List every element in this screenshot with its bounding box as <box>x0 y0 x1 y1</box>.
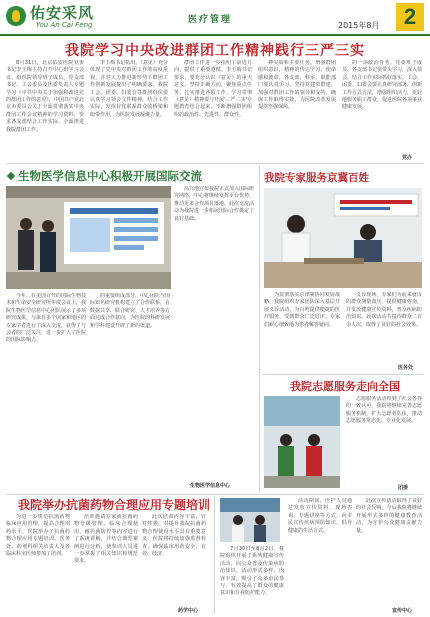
article4-credit: 团委 <box>398 485 409 491</box>
article5-col2-text: 培训邀请专家就抗菌药物分级管理、临床合理使用、耐药菌防控等内容进行了系统讲解，并结合典型案例进行分析，使参训人员进一步掌握了相关知识和规范要求。 <box>74 514 138 565</box>
article2-col3-text: 高兴地宣布我院正式加入国际研究网络，中心将继续发挥平台优势，推动更多合作项目落地。此次交流活动为我院进一步拓展国际合作奠定了良好基础。 <box>174 186 254 222</box>
article6-col2 <box>288 498 352 610</box>
article6-col1 <box>220 546 284 612</box>
clinic-photo <box>264 188 422 288</box>
article5-title: 我院举办抗菌药物合理应用专题培训 <box>18 498 211 512</box>
logo-title: 佑安采风 <box>30 4 95 22</box>
event-photo-image <box>220 498 280 542</box>
article5-col1-text: 为进一步规范抗菌药物临床应用管理，提高合理用药水平，医院举办了抗菌药物合理应用专题培训。医务处、药剂科相关负责人及各临床科室医师参加了培训。 <box>6 514 70 558</box>
divider <box>6 163 424 164</box>
article6-col2-text: 活动期间，医护人员通过发放宣传资料、现场咨询、专题讲座等方式，向市民宣传疾病预防知识，倡导健康的生活方式。 <box>288 498 352 534</box>
article1-credit: 党办 <box>402 155 413 161</box>
article1-col4-text: 神实质和主要任务。增强群团组织意识，精神的传达学习，使命感和使命，各支部、科室、职能部门要认真学习，坚持党建带群建，加强对群团工作的领导和支持，确保工作取得实效，为医院改革发展提供坚强保障。 <box>258 60 336 111</box>
article3-col1 <box>264 292 340 370</box>
article2-col1-text: 今年，在美国召开的国际生物技术和生命安全研究所年度会议上，我院生物医学信息中心团队展示了多项研究成果，与来自多个国家和地区的专家学者进行了深入交流，获得了与会者的广泛关注，进一步扩大了医院的国际影响力。 <box>6 293 86 344</box>
article4-col2 <box>346 396 422 482</box>
article1-col3-text: 群团工作进一步指明了前进方向，提供了重要遵循。李玉梅书记要求，要充分认识《意见》的重大意义，坚持正确方向，聚焦重点任务，扎实推进各项工作。学习贯彻《意见》精神要与开展'三严三实'专题教育结合起来，不断增强群团组织的政治性、先进性、群众性。 <box>174 60 252 118</box>
article1-title: 我院学习中央改进群团工作精神践行三严三实 <box>65 43 365 59</box>
masthead <box>0 0 430 36</box>
article1-col2 <box>90 60 168 160</box>
issue-date: 2015年8月 <box>338 21 380 30</box>
divider <box>262 374 424 375</box>
article5-credit: 药学中心 <box>178 608 199 614</box>
article3-credit: 医务处 <box>398 365 414 371</box>
article3-title: 我院专家服务京冀百姓 <box>264 172 369 184</box>
article5-col2 <box>74 514 138 610</box>
conference-photo-image <box>6 186 171 289</box>
article2-col2-text: 的重要组成部分。中心团队与国际知名研究机构建立了合作联系，在数据共享、联合研究、人才培养等方面达成合作意向，为医院的科研发展和学科建设开辟了新的渠道。 <box>90 293 170 329</box>
article1-col1-text: 8月31日，北京佑安医院党委书记李玉梅主持召开中心组学习会议，组织院领导班子成员、党支部书记、工会委员及团委负责人专题学习《中共中央关于加强和改进党的群团工作的意见》、中国共产党北京市委员会关于全面贯彻落实中央群团工作会议精神的学习资料，要求各支部结合工作实际，全面推进我院群团工作。 <box>6 60 84 133</box>
page-number: 2 <box>396 3 424 31</box>
article3-col1-text: 为贯彻落实京津冀协同发展战略，我院组织专家团队深入基层开展义诊活动，为百姓提供便捷的医疗服务，受到群众广泛好评。专家们耐心细致地为患者解答疑问。 <box>264 292 340 328</box>
article5-col3-text: 此次培训内容丰富、针对性强，对提升我院抗菌药物合理使用水平具有重要意义。医院将持续加强监督检查，确保临床用药安全、有效、经济。 <box>142 514 206 558</box>
divider <box>6 494 424 495</box>
article1-col5-text: 的一项政治任务。党委班子成员、各支部书记要带头学习，深入领会，结合工作实际抓好落实。工会、团委、妇委会要认真研究部署，创新工作方式方法，增强组织活力，更好地服务职工群众，促进医院各项事业健康发展。 <box>342 60 422 111</box>
article6-col3 <box>356 498 422 604</box>
logo-icon <box>6 6 26 26</box>
column-divider <box>259 165 260 492</box>
article6-col3-text: 此次宣传活动取得了良好的社会反响，今后我院将继续开展形式多样的健康教育活动，为守护公众健康贡献力量。 <box>356 498 422 534</box>
article3-col2 <box>346 292 422 362</box>
article1-col1 <box>6 60 84 160</box>
volunteer-photo <box>264 396 340 488</box>
conference-photo <box>6 186 171 289</box>
section-name: 医疗管理 <box>188 15 233 25</box>
article1-col2-text: 李玉梅书记指出，《意见》充分体现了党中央对群团工作的高度重视，并对大力推进新形势下群团工作创新发展提出了明确要求。我院工会、团委、妇委会等群团组织要认真学习领会文件精神，结合工作实际，发挥好党联系群众的桥梁和纽带作用，为医院发展凝聚力量。 <box>90 60 168 118</box>
column-divider <box>214 496 215 614</box>
article3-col2-text: 义诊现场，专家们为前来就诊的群众测量血压、提供健康咨询，并发放健康宣传资料，普及疾病防治知识。此次活动共接待群众二百余人次，取得了良好的社会效果。 <box>346 292 422 328</box>
article2-title: 生物医学信息中心积极开展国际交流 <box>18 169 202 183</box>
article6-col1-text: 7月30日至8月2日，我院组织开展了系列健康宣传活动，向公众普及传染病防治知识。活动形式多样、内容丰富，吸引了众多市民参与，有效提高了群众的健康意识和自我防护能力。 <box>220 546 284 597</box>
article1-col4 <box>258 60 336 160</box>
article1-col3 <box>174 60 252 160</box>
article2-col3 <box>174 186 254 476</box>
article5-col1 <box>6 514 70 610</box>
article6-credit: 宣传中心 <box>392 608 413 614</box>
article2-col2 <box>90 293 170 483</box>
article1-col5 <box>342 60 422 152</box>
volunteer-photo-image <box>264 396 340 488</box>
diamond-icon <box>7 172 15 180</box>
article2-credit: 生物医学信息中心 <box>190 483 231 489</box>
event-photo <box>220 498 280 542</box>
article4-title: 我院志愿服务走向全国 <box>290 380 400 393</box>
article2-col1 <box>6 293 86 483</box>
logo-subtitle: You An Cai Feng <box>36 21 93 29</box>
article5-col3 <box>142 514 206 606</box>
article4-col2-text: 志愿服务活动得到了社会各界的一致认可，我院将继续完善志愿服务机制，扩大志愿者队伍，推动志愿服务常态化、专业化发展。 <box>346 396 422 425</box>
clinic-photo-image <box>264 188 422 288</box>
